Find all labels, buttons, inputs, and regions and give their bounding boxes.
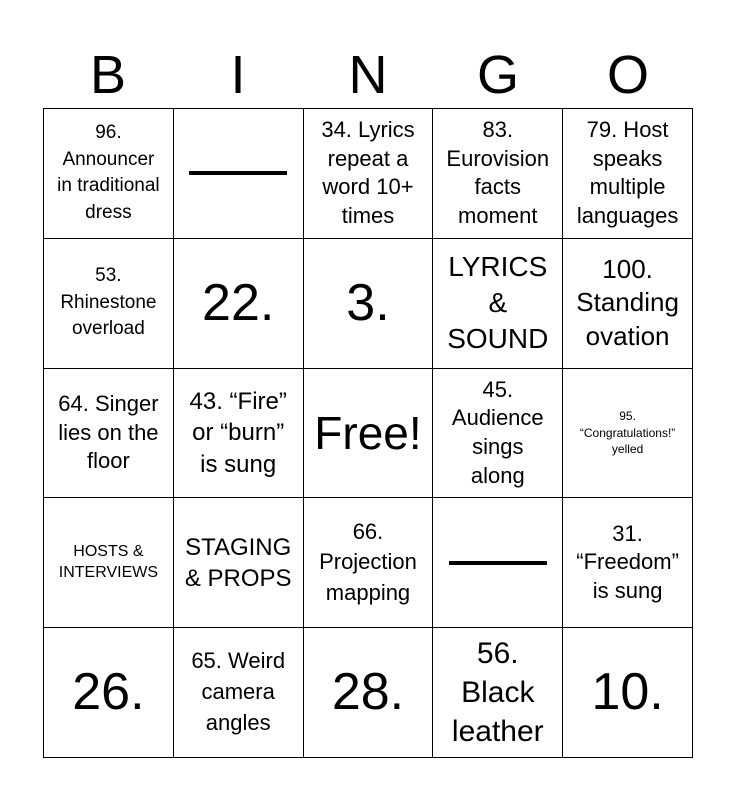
bingo-cell[interactable]: [304, 369, 434, 499]
bingo-header: [43, 42, 693, 108]
bingo-cell[interactable]: [44, 498, 174, 628]
header-letter-o: O: [606, 45, 649, 105]
bingo-cell-text: 28.: [331, 663, 405, 721]
bingo-cell-text: 43. “Fire” or “burn” is sung: [189, 388, 287, 478]
header-letter-n: N: [348, 45, 388, 105]
bingo-cell-text: 96. Announcer in traditional dress: [57, 122, 160, 223]
bingo-cell[interactable]: [174, 109, 304, 239]
bingo-cell[interactable]: [174, 369, 304, 499]
bingo-cell-text: 3.: [346, 273, 390, 332]
bingo-cell[interactable]: [433, 369, 563, 499]
bingo-cell-text: 26.: [72, 663, 145, 721]
blank-line-mark: [189, 171, 287, 175]
bingo-cell-text: 66. Projection mapping: [319, 518, 417, 606]
bingo-cell[interactable]: [174, 239, 304, 369]
header-letter-b: B: [89, 45, 127, 105]
bingo-cell-text: 10.: [591, 663, 664, 721]
bingo-cell[interactable]: [44, 239, 174, 369]
bingo-cell[interactable]: [304, 628, 434, 758]
bingo-cell[interactable]: [433, 498, 563, 628]
bingo-cell[interactable]: [563, 369, 693, 499]
blank-line-mark: [449, 561, 547, 565]
bingo-cell-text: Free!: [314, 406, 422, 459]
bingo-cell[interactable]: [304, 498, 434, 628]
bingo-cell[interactable]: [304, 109, 434, 239]
bingo-cell[interactable]: [563, 498, 693, 628]
bingo-cell[interactable]: [563, 239, 693, 369]
bingo-cell[interactable]: [44, 109, 174, 239]
bingo-cell[interactable]: [174, 498, 304, 628]
bingo-cell-text: LYRICS & SOUND: [447, 250, 549, 355]
bingo-cell[interactable]: [174, 628, 304, 758]
bingo-cell[interactable]: [563, 628, 693, 758]
bingo-cell[interactable]: [433, 239, 563, 369]
bingo-cell-text: 95. “Congratulations!” yelled: [579, 408, 676, 457]
bingo-cell-text: 31. “Freedom” is sung: [576, 520, 679, 604]
bingo-cell-text: 56. Black leather: [451, 637, 544, 749]
bingo-cell-text: HOSTS & INTERVIEWS: [58, 542, 159, 581]
bingo-cell-text: 22.: [202, 273, 275, 332]
bingo-cell-text: STAGING & PROPS: [184, 533, 292, 592]
bingo-cell-text: 45. Audience sings along: [451, 376, 544, 488]
bingo-cell[interactable]: [44, 369, 174, 499]
bingo-cell-text: 53. Rhinestone overload: [60, 265, 157, 340]
bingo-cell[interactable]: [433, 628, 563, 758]
header-letter-g: G: [476, 45, 519, 105]
bingo-cell-text: 83. Eurovision facts moment: [446, 117, 550, 228]
bingo-cell-text: 65. Weird camera angles: [191, 648, 286, 735]
bingo-cell[interactable]: [433, 109, 563, 239]
bingo-cell-text: 34. Lyrics repeat a word 10+ times: [321, 117, 415, 228]
bingo-cell-text: 100. Standing ovation: [576, 253, 679, 352]
bingo-cell-text: 79. Host speaks multiple languages: [576, 117, 679, 228]
bingo-card-grid: [43, 108, 693, 758]
header-letter-i: I: [230, 45, 246, 105]
bingo-cell[interactable]: [304, 239, 434, 369]
bingo-cell[interactable]: [44, 628, 174, 758]
bingo-cell-text: 64. Singer lies on the floor: [58, 391, 159, 474]
bingo-cell[interactable]: [563, 109, 693, 239]
